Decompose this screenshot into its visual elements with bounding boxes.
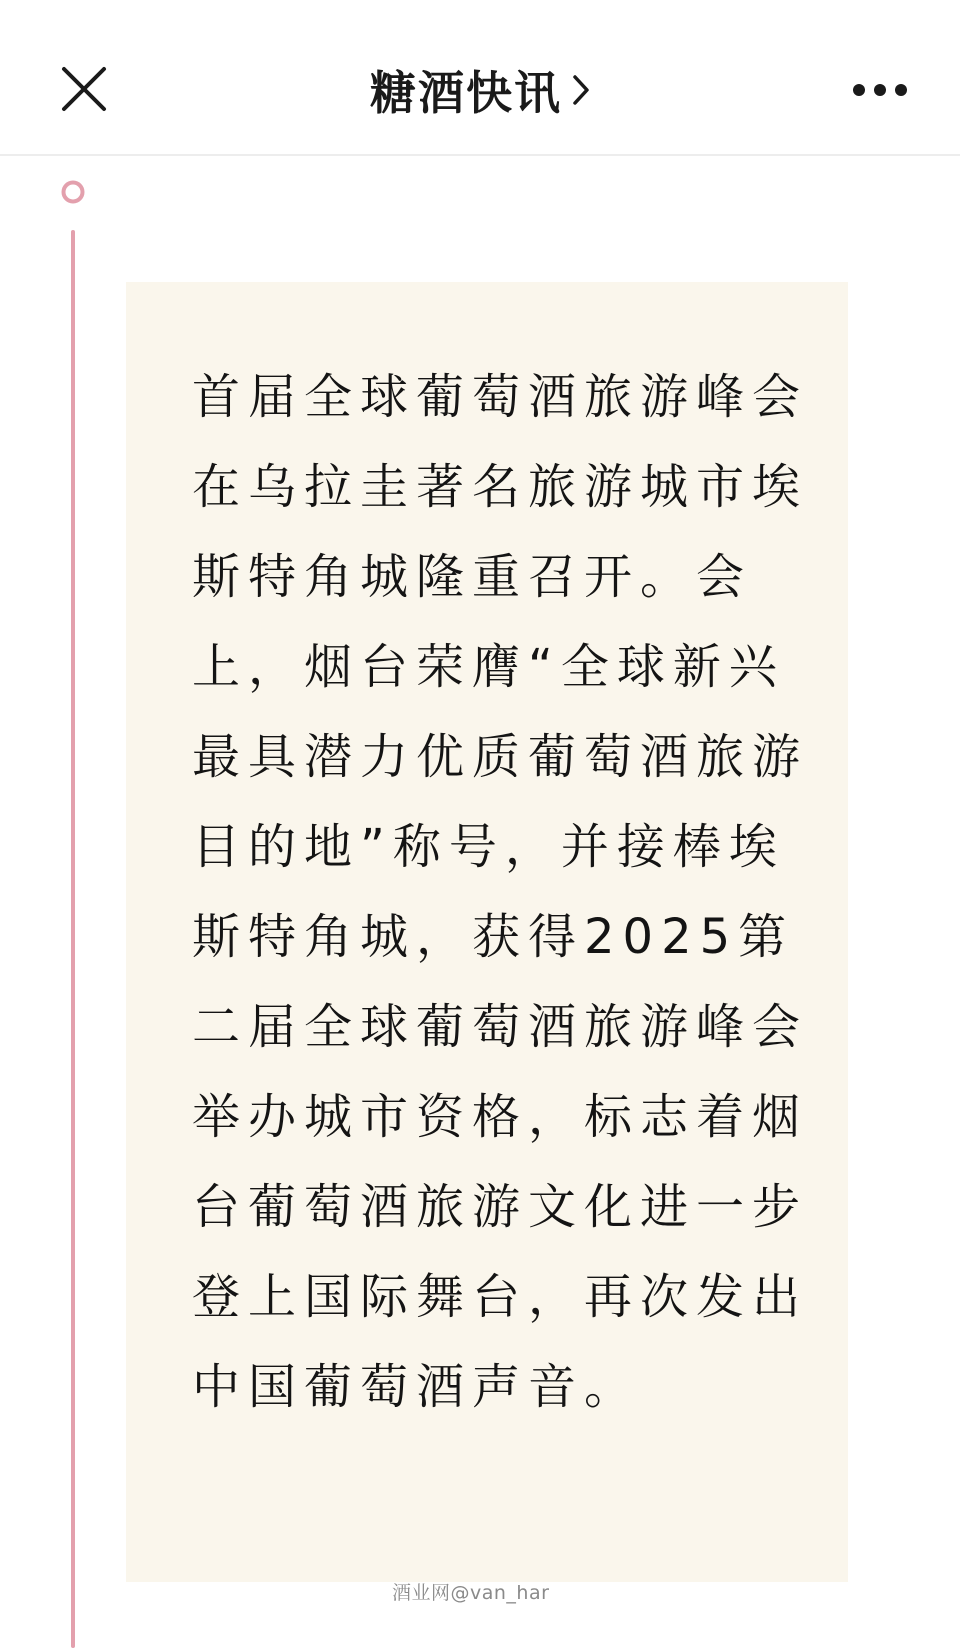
top-navigation-bar bbox=[0, 0, 960, 156]
article-line: 中国葡萄酒声音。 bbox=[192, 1359, 641, 1415]
article-line: 首届全球葡萄酒旅游峰会 bbox=[192, 369, 809, 425]
article-line: 斯特角城，获得2025第 bbox=[192, 909, 795, 965]
article-line: 举办城市资格，标志着烟 bbox=[192, 1089, 809, 1145]
article-line: 上，烟台荣膺“全球新兴 bbox=[192, 639, 785, 695]
close-button[interactable] bbox=[50, 55, 118, 123]
article-line: 最具潜力优质葡萄酒旅游 bbox=[192, 729, 809, 785]
close-icon bbox=[61, 66, 107, 112]
article-line: 二届全球葡萄酒旅游峰会 bbox=[192, 999, 809, 1055]
article-line: 目的地”称号，并接棒埃 bbox=[192, 819, 785, 875]
more-options-button[interactable] bbox=[840, 62, 920, 118]
timeline-line bbox=[71, 230, 75, 1648]
article-text bbox=[192, 352, 809, 1432]
chevron-right-icon bbox=[572, 74, 590, 106]
article-line: 斯特角城隆重召开。会 bbox=[192, 549, 753, 605]
account-title-button[interactable] bbox=[330, 52, 630, 128]
page-title: 糖酒快讯 bbox=[370, 66, 562, 120]
article-line: 台葡萄酒旅游文化进一步 bbox=[192, 1179, 809, 1235]
watermark: 酒业网@van_har bbox=[392, 1582, 550, 1604]
article-line: 在乌拉圭著名旅游城市埃 bbox=[192, 459, 809, 515]
more-horizontal-icon bbox=[852, 83, 908, 97]
article-card bbox=[126, 282, 848, 1582]
article-line: 登上国际舞台，再次发出 bbox=[192, 1269, 809, 1325]
timeline-dot-icon bbox=[61, 180, 85, 204]
